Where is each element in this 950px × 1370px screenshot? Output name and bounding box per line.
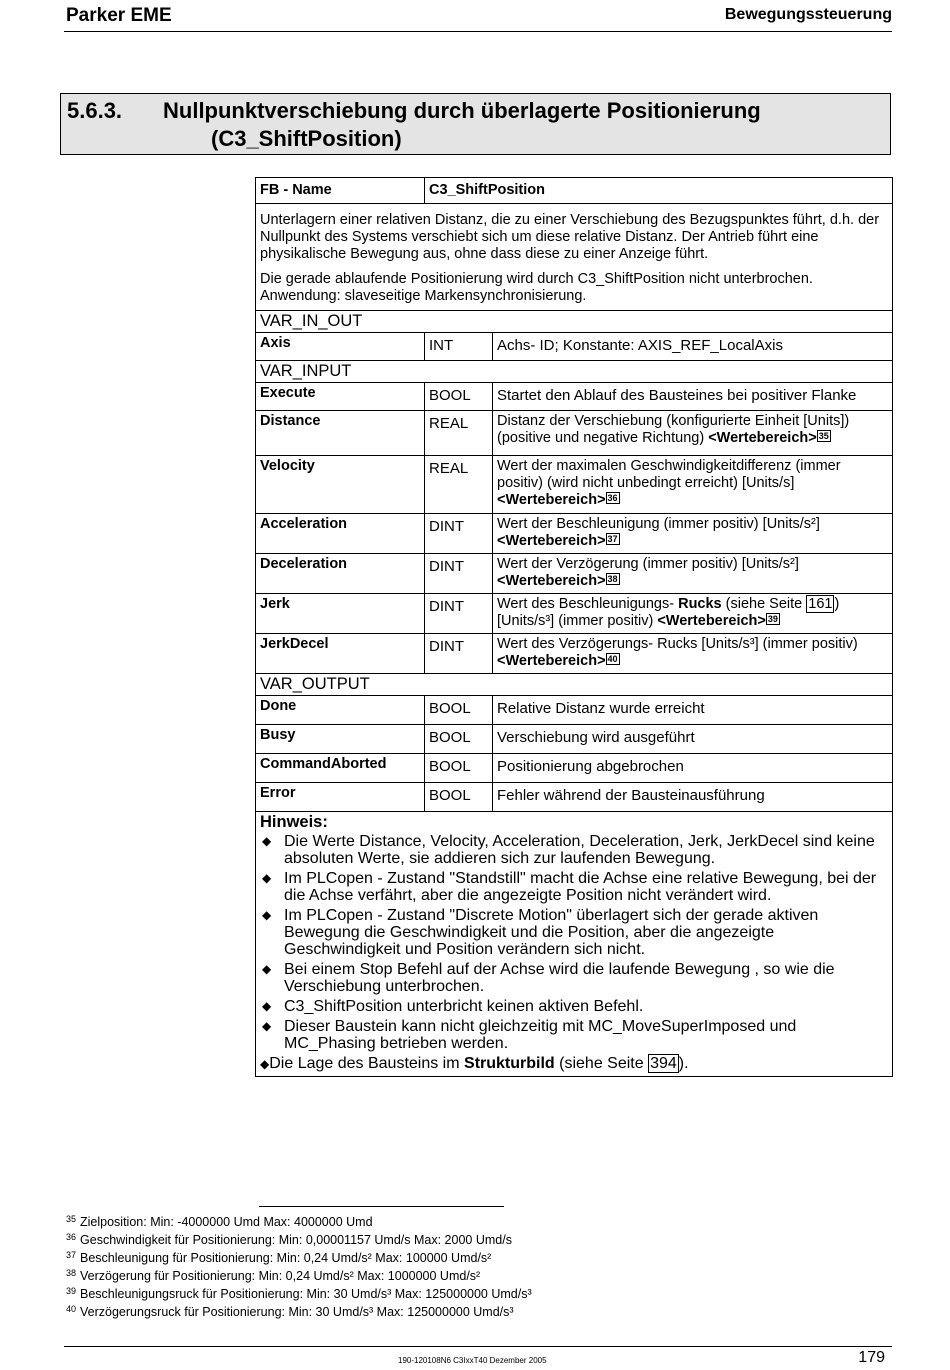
hint-text: Die Lage des Bausteins im — [269, 1055, 460, 1072]
section-row-input — [256, 361, 893, 383]
param-desc: Fehler während der Bausteinausführung — [493, 783, 893, 812]
footnotes — [66, 1213, 532, 1321]
param-desc-text: ) [Units/s³] (immer positiv) — [497, 596, 840, 629]
section-heading — [60, 93, 891, 155]
section-var-output: VAR_OUTPUT — [256, 674, 893, 696]
param-type: BOOL — [425, 383, 493, 411]
range-label: <Wertebereich> — [497, 653, 606, 669]
footnote-ref[interactable]: 35 — [818, 431, 829, 441]
hint-list — [260, 833, 888, 1052]
hint-text: Im PLCopen - Zustand "Discrete Motion" überlagert sich der gerade aktiven Bewegung die Geschwindigkeit und die Position, aber die angezeigte Geschwindigkeit und Position verändern sich nicht. — [284, 907, 819, 958]
footnote-number: 36 — [66, 1232, 77, 1242]
footnote-number: 38 — [66, 1268, 77, 1278]
param-name: CommandAborted — [256, 754, 425, 783]
footnote-text: Verzögerungsruck für Positionierung: Min: 30 Umd/s³ Max: 125000000 Umd/s³ — [80, 1305, 514, 1319]
table-row — [256, 456, 893, 514]
diamond-bullet-icon: ◆ — [262, 908, 272, 922]
param-name: Velocity — [256, 456, 425, 514]
param-desc — [493, 514, 893, 554]
footnote-ref[interactable]: 37 — [607, 534, 618, 544]
param-desc: Startet den Ablauf des Bausteines bei positiver Flanke — [493, 383, 893, 411]
range-label: <Wertebereich> — [657, 613, 766, 629]
param-type: DINT — [425, 514, 493, 554]
footnote — [66, 1213, 532, 1231]
strukturbild-label: Strukturbild — [464, 1055, 555, 1072]
footnote-number: 39 — [66, 1286, 77, 1296]
footnote-text: Verzögerung für Positionierung: Min: 0,24 Umd/s² Max: 1000000 Umd/s² — [80, 1269, 481, 1283]
param-name: Deceleration — [256, 554, 425, 594]
footer-divider — [64, 1346, 892, 1347]
param-name: Axis — [256, 333, 425, 361]
footer-doc-id: 190-120108N6 C3IxxT40 Dezember 2005 — [398, 1356, 547, 1365]
param-name: Acceleration — [256, 514, 425, 554]
param-name: Error — [256, 783, 425, 812]
table-row — [256, 725, 893, 754]
param-desc-text: Wert des Verzögerungs- Rucks [Units/s³] (immer positiv) — [497, 636, 858, 652]
footnote-text: Beschleunigungsruck für Positionierung: Min: 30 Umd/s³ Max: 125000000 Umd/s³ — [80, 1287, 532, 1301]
header-company: Parker EME — [66, 5, 172, 26]
diamond-bullet-icon: ◆ — [260, 1057, 270, 1071]
list-item — [260, 1018, 888, 1052]
range-label: <Wertebereich> — [497, 573, 606, 589]
header-chapter: Bewegungssteuerung — [724, 6, 892, 23]
param-name: Done — [256, 696, 425, 725]
param-name: Execute — [256, 383, 425, 411]
table-row — [256, 514, 893, 554]
param-desc — [493, 554, 893, 594]
param-name: JerkDecel — [256, 634, 425, 674]
section-row-output — [256, 674, 893, 696]
param-name: Distance — [256, 411, 425, 456]
hint-row — [256, 812, 893, 1077]
fb-name-row — [256, 178, 893, 204]
hint-text: Die Werte Distance, Velocity, Acceleration, Deceleration, Jerk, JerkDecel sind keine absoluten Werte, sie addieren sich zur laufenden Bewegung. — [284, 833, 875, 867]
table-row — [256, 634, 893, 674]
hint-text: Im PLCopen - Zustand "Standstill" macht die Achse eine relative Bewegung, bei der die Achse verfährt, aber die angezeigte Position nicht verändert wird. — [284, 870, 877, 904]
hint-text: C3_ShiftPosition unterbricht keinen aktiven Befehl. — [284, 998, 644, 1015]
fb-name-value: C3_ShiftPosition — [425, 178, 893, 204]
footnote-text: Beschleunigung für Positionierung: Min: 0,24 Umd/s² Max: 100000 Umd/s² — [80, 1251, 492, 1265]
footnote-divider — [259, 1206, 504, 1207]
list-item — [260, 833, 888, 867]
footnote — [66, 1285, 532, 1303]
footnote-text: Zielposition: Min: -4000000 Umd Max: 4000000 Umd — [80, 1215, 373, 1229]
list-item — [260, 870, 888, 904]
table-row — [256, 411, 893, 456]
list-item — [260, 907, 888, 958]
section-title-line1: Nullpunktverschiebung durch überlagerte Positionierung — [163, 98, 761, 123]
fb-name-label: FB - Name — [256, 178, 425, 204]
section-row-in-out — [256, 311, 893, 333]
param-desc — [493, 411, 893, 456]
table-row — [256, 383, 893, 411]
footnote-ref[interactable]: 39 — [767, 614, 778, 624]
function-block-table — [255, 177, 893, 1077]
param-type: INT — [425, 333, 493, 361]
fb-description-1: Unterlagern einer relativen Distanz, die zu einer Verschiebung des Bezugspunktes führt, d.h. der Nullpunkt des Systems verschiebt sich um diese relative Distanz. Der Antrieb führt eine physikalische Bewegung aus, ohne dass diese zu einer Anzeige führt. — [260, 212, 880, 262]
param-desc-text: (siehe Seite — [725, 596, 803, 612]
diamond-bullet-icon: ◆ — [262, 834, 272, 848]
section-title-line2: (C3_ShiftPosition) — [211, 126, 402, 151]
param-desc-text: Distanz der Verschiebung (konfigurierte Einheit [Units]) (positive und negative Richtung) — [497, 413, 850, 446]
param-type: REAL — [425, 411, 493, 456]
page-number: 179 — [858, 1349, 885, 1366]
table-row — [256, 783, 893, 812]
range-label: <Wertebereich> — [497, 533, 606, 549]
diamond-bullet-icon: ◆ — [262, 1019, 272, 1033]
list-item — [260, 961, 888, 995]
footnote-ref[interactable]: 38 — [607, 574, 618, 584]
footnote-number: 37 — [66, 1250, 77, 1260]
param-desc: Achs- ID; Konstante: AXIS_REF_LocalAxis — [493, 333, 893, 361]
fb-description-2: Die gerade ablaufende Positionierung wird durch C3_ShiftPosition nicht unterbrochen. Anwendung: slaveseitige Markensynchronisierung. — [260, 271, 813, 304]
param-type: BOOL — [425, 696, 493, 725]
param-type: BOOL — [425, 754, 493, 783]
table-row — [256, 554, 893, 594]
param-type: DINT — [425, 594, 493, 634]
page-ref[interactable]: 394 — [650, 1055, 677, 1072]
param-desc: Verschiebung wird ausgeführt — [493, 725, 893, 754]
section-var-in-out: VAR_IN_OUT — [256, 311, 893, 333]
param-type: BOOL — [425, 783, 493, 812]
list-item — [260, 998, 888, 1015]
header-divider — [64, 31, 892, 32]
param-desc — [493, 634, 893, 674]
diamond-bullet-icon: ◆ — [262, 871, 272, 885]
param-name: Jerk — [256, 594, 425, 634]
hint-structure-note — [260, 1055, 888, 1073]
param-desc: Positionierung abgebrochen — [493, 754, 893, 783]
hint-title: Hinweis: — [260, 813, 328, 831]
param-type: REAL — [425, 456, 493, 514]
footnote — [66, 1231, 532, 1249]
hint-text: (siehe Seite — [559, 1055, 644, 1072]
range-label: <Wertebereich> — [497, 492, 606, 508]
table-row — [256, 754, 893, 783]
range-label: <Wertebereich> — [708, 430, 817, 446]
table-row — [256, 594, 893, 634]
fb-description — [256, 204, 893, 311]
footnote-ref[interactable]: 40 — [607, 654, 618, 664]
param-type: BOOL — [425, 725, 493, 754]
section-number: 5.6.3. — [67, 98, 123, 123]
param-desc — [493, 456, 893, 514]
param-desc: Relative Distanz wurde erreicht — [493, 696, 893, 725]
footnote — [66, 1249, 532, 1267]
footnote — [66, 1303, 532, 1321]
param-desc-text: Wert der Beschleunigung (immer positiv) [Units/s²] — [497, 516, 820, 532]
table-row — [256, 696, 893, 725]
footnote-number: 35 — [66, 1214, 77, 1224]
footnote — [66, 1267, 532, 1285]
rucks-label: Rucks — [678, 596, 722, 612]
param-type: DINT — [425, 554, 493, 594]
param-desc-text: Wert des Beschleunigungs- — [497, 596, 675, 612]
hint-text: Bei einem Stop Befehl auf der Achse wird die laufende Bewegung , so wie die Verschiebung unterbrochen. — [284, 961, 835, 995]
fb-description-row — [256, 204, 893, 311]
param-type: DINT — [425, 634, 493, 674]
param-desc — [493, 594, 893, 634]
param-desc-text: Wert der maximalen Geschwindigkeitdifferenz (immer positiv) (wird nicht unbedingt erreicht) [Units/s] — [497, 458, 841, 491]
param-desc-text: Wert der Verzögerung (immer positiv) [Units/s²] — [497, 556, 799, 572]
diamond-bullet-icon: ◆ — [262, 962, 272, 976]
hint-text: ). — [678, 1055, 689, 1072]
table-row — [256, 333, 893, 361]
footnote-ref[interactable]: 36 — [607, 493, 618, 503]
footnote-number: 40 — [66, 1304, 77, 1314]
hint-text: Dieser Baustein kann nicht gleichzeitig mit MC_MoveSuperImposed und MC_Phasing betrieben werden. — [284, 1018, 797, 1052]
page-ref[interactable]: 161 — [808, 596, 833, 612]
section-var-input: VAR_INPUT — [256, 361, 893, 383]
param-name: Busy — [256, 725, 425, 754]
footnote-text: Geschwindigkeit für Positionierung: Min: 0,00001157 Umd/s Max: 2000 Umd/s — [80, 1233, 512, 1247]
hint-box — [256, 812, 893, 1077]
diamond-bullet-icon: ◆ — [262, 999, 272, 1013]
